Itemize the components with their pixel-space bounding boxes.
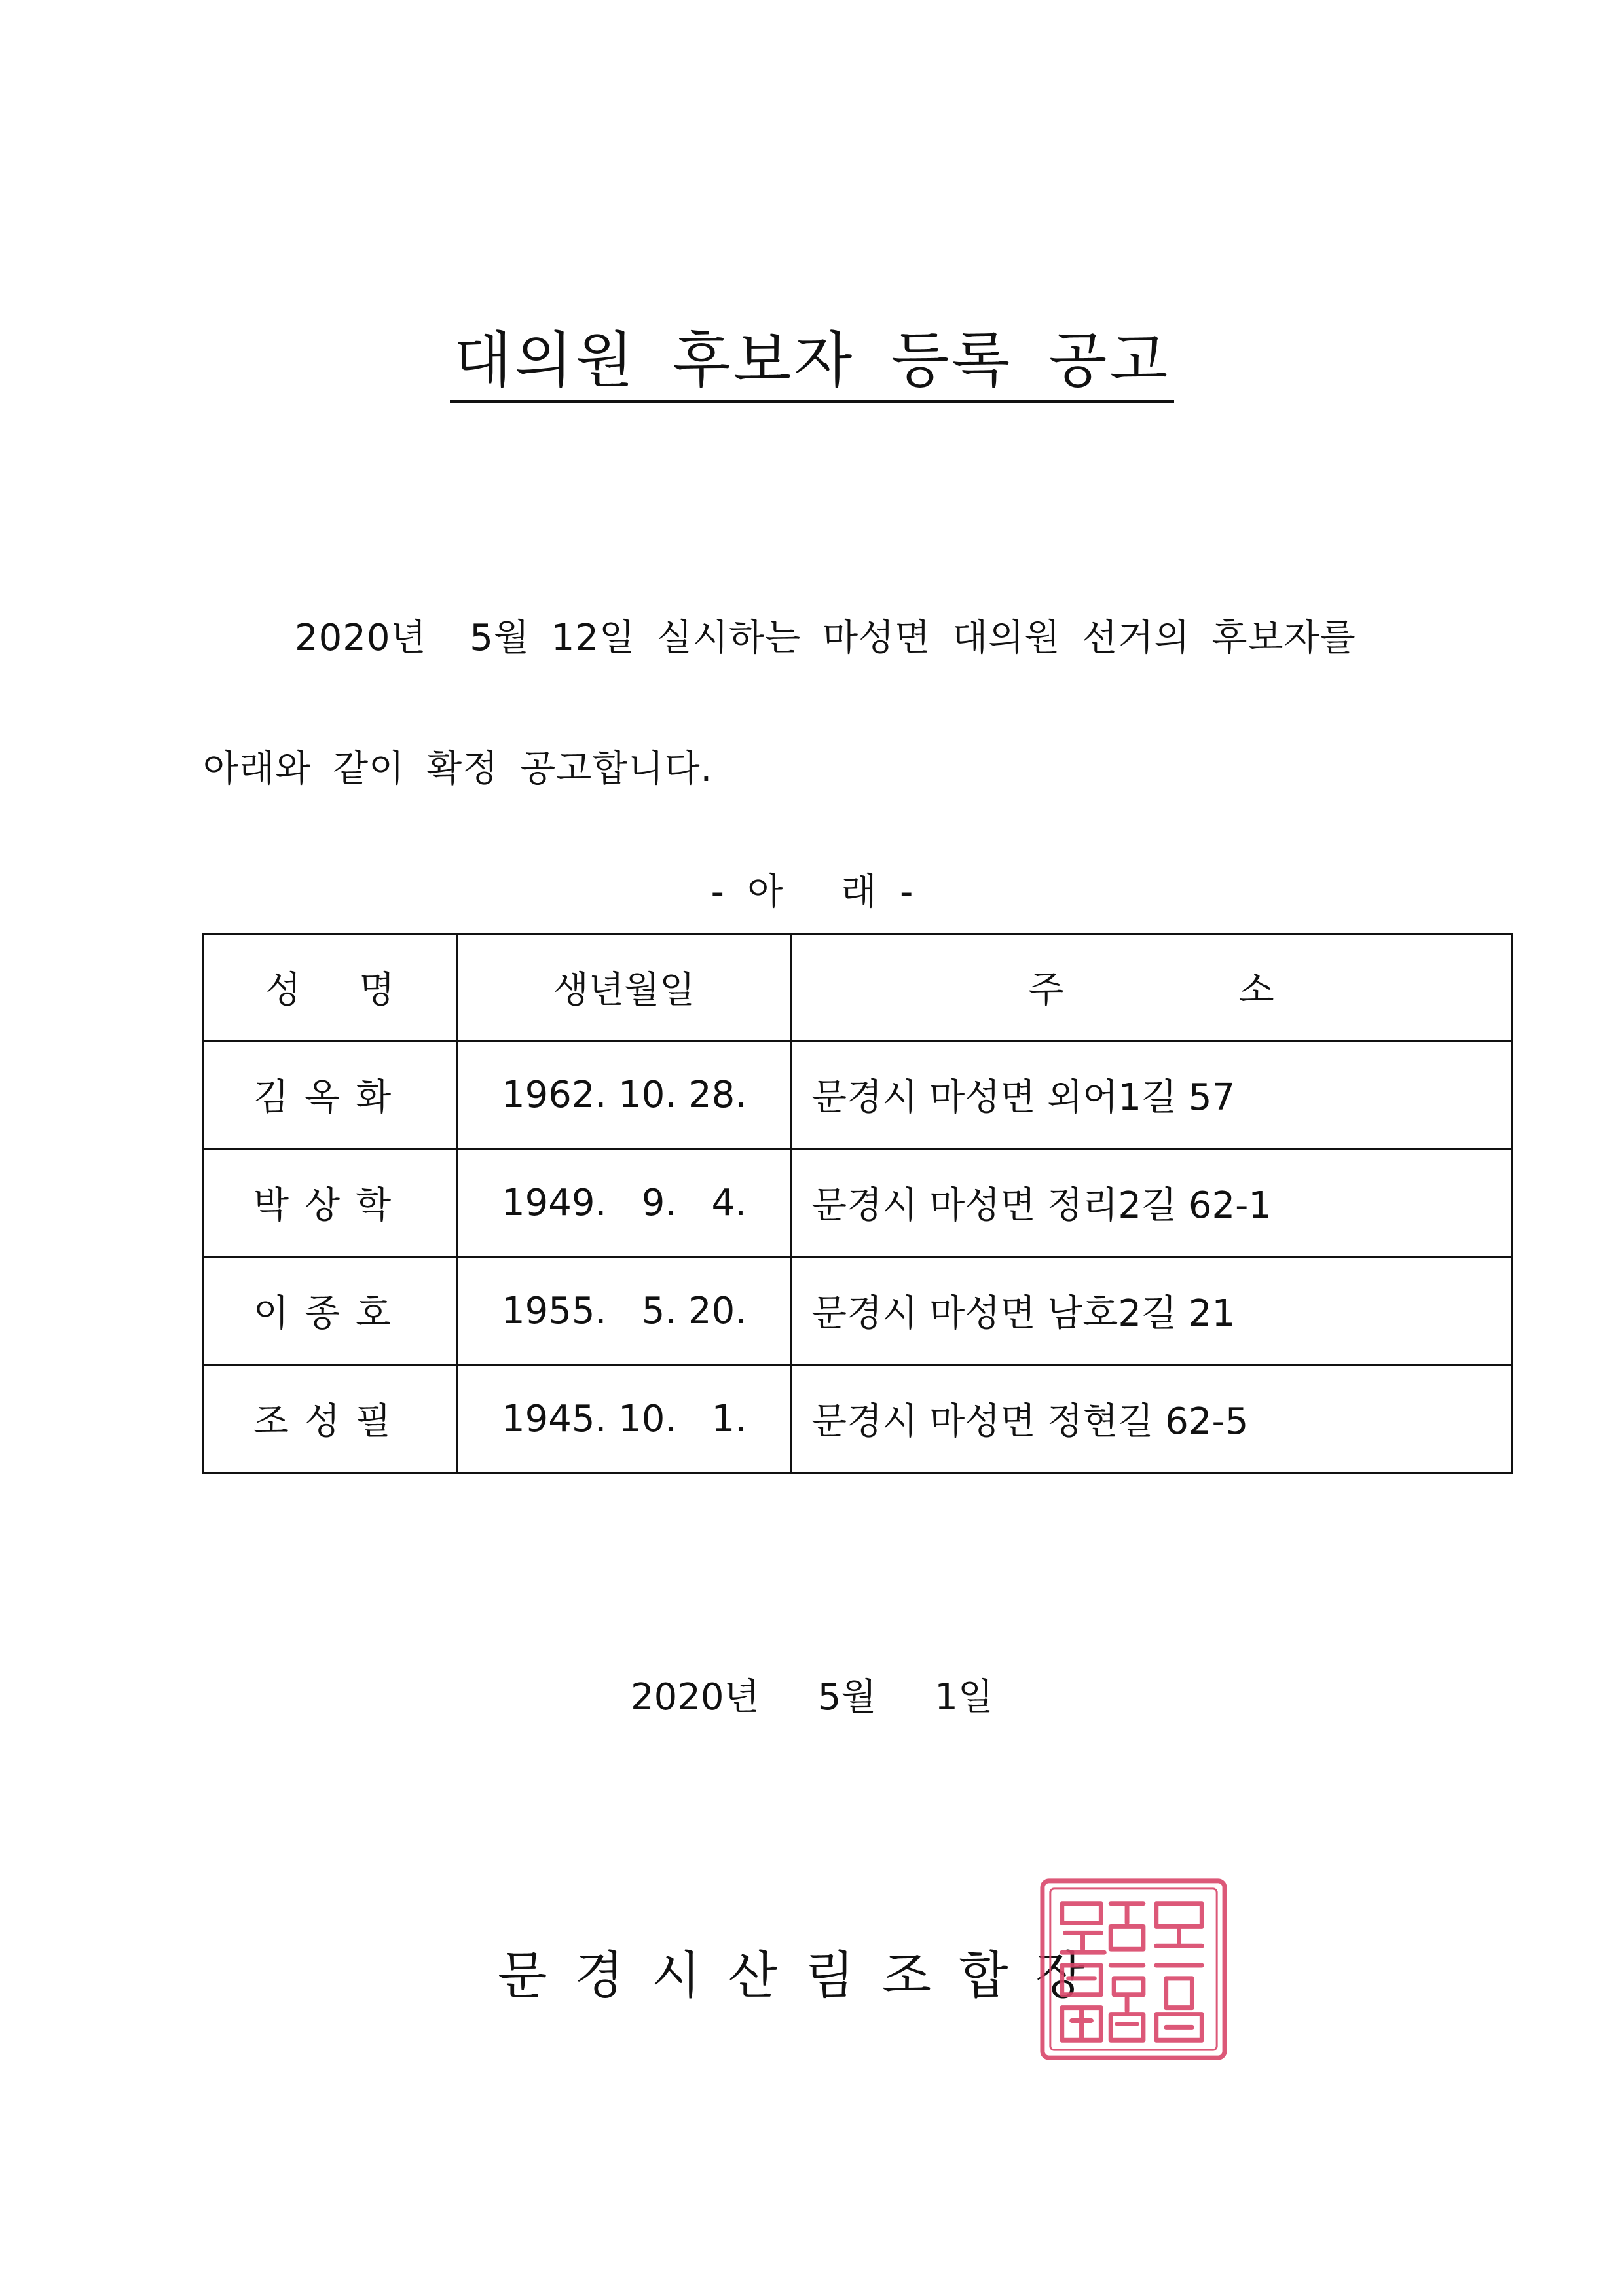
candidate-name: 이종호 xyxy=(203,1257,458,1365)
intro-line-1: 2020년 5월 12일 실시하는 마성면 대의원 선거의 후보자를 xyxy=(295,617,1356,659)
table-row xyxy=(203,1257,1512,1365)
candidate-address: 문경시 마성면 정리2길 62-1 xyxy=(791,1149,1512,1257)
candidate-name: 박상학 xyxy=(203,1149,458,1257)
table-header-row xyxy=(203,934,1512,1041)
header-address: 주 소 xyxy=(791,934,1512,1041)
candidate-birthdate: 1949. 9. 4. xyxy=(458,1149,791,1257)
candidate-birthdate: 1962. 10. 28. xyxy=(458,1041,791,1149)
header-birth: 생년월일 xyxy=(458,934,791,1041)
table-row xyxy=(203,1149,1512,1257)
candidates-table xyxy=(202,933,1513,1474)
official-seal-icon xyxy=(1036,1874,1231,2065)
table-row xyxy=(203,1365,1512,1473)
organization-name: 문경시산림조합장 xyxy=(498,1946,1113,2005)
candidate-birthdate: 1955. 5. 20. xyxy=(458,1257,791,1365)
candidate-name: 조성필 xyxy=(203,1365,458,1473)
document-title: 대의원 후보자 등록 공고 xyxy=(450,327,1174,403)
intro-line-2: 아래와 같이 확정 공고합니다. xyxy=(203,748,713,790)
section-heading: - 아 래 - xyxy=(710,871,913,913)
candidate-address: 문경시 마성면 외어1길 57 xyxy=(791,1041,1512,1149)
candidate-address: 문경시 마성면 남호2길 21 xyxy=(791,1257,1512,1365)
candidate-name: 김옥화 xyxy=(203,1041,458,1149)
header-name: 성 명 xyxy=(203,934,458,1041)
table-row xyxy=(203,1041,1512,1149)
candidate-birthdate: 1945. 10. 1. xyxy=(458,1365,791,1473)
issue-date: 2020년 5월 1일 xyxy=(630,1676,994,1719)
candidate-address: 문경시 마성면 정현길 62-5 xyxy=(791,1365,1512,1473)
title-block xyxy=(0,327,1624,403)
